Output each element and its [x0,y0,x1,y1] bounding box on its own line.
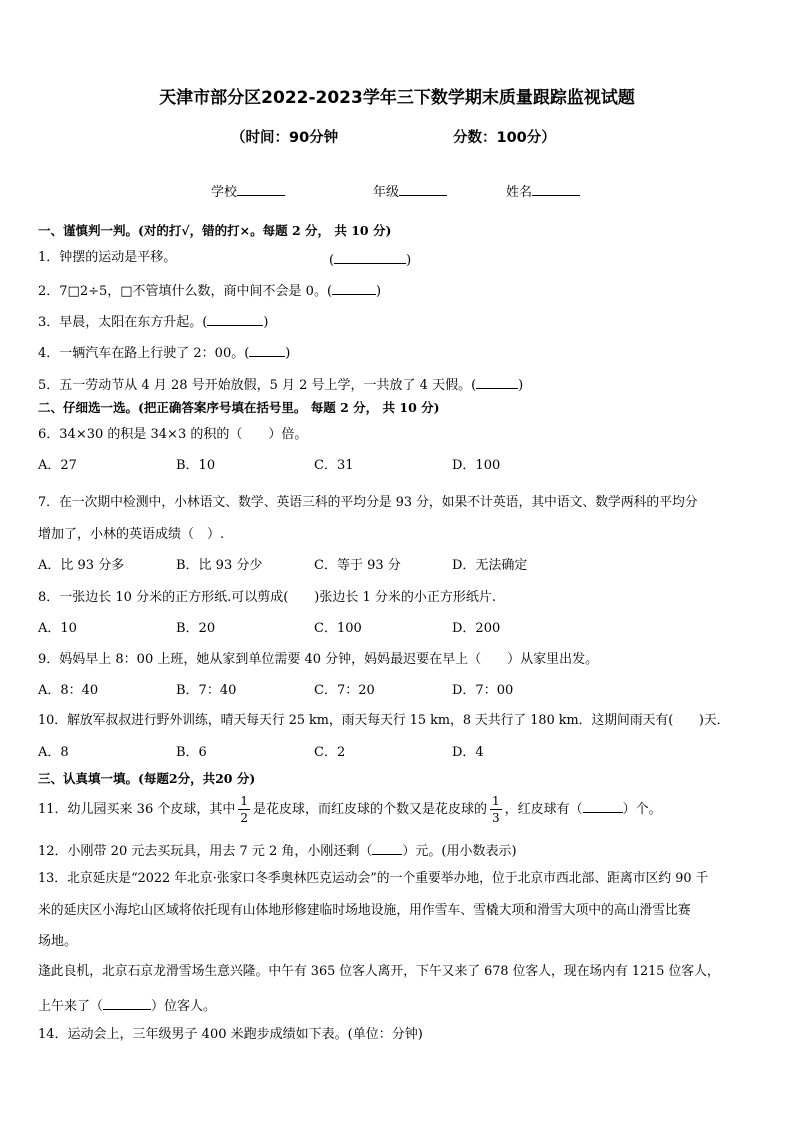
question-2-text: 2．7□2÷5，□不管填什么数，商中间不会是 0。( [38,284,333,299]
name-blank[interactable] [532,183,580,196]
open-paren: ( [329,253,335,268]
question-3 [38,313,268,329]
answer-blank[interactable] [249,344,285,357]
question-12 [38,842,517,858]
section-2-heading: 二、仔细选一选。(把正确答案序号填在括号里。 每题 2 分， 共 10 分) [38,400,440,415]
q8-option-b[interactable]: B．20 [176,621,216,636]
q13-text-b: ）位客人。 [151,999,217,1014]
question-13-line-2: 米的延庆区小海坨山区域将依托现有山体地形修建临时场地设施，用作雪车、雪橇大项和滑雪大项中的高山滑雪比赛 [38,903,691,918]
q11-text-1: 11．幼儿园买来 36 个皮球，其中 [38,802,236,817]
fraction-one-half [238,795,250,824]
grade-field [373,183,447,199]
q10-option-d[interactable]: D．4 [452,745,484,760]
name-field [506,183,580,199]
q11-text-4: ）个。 [622,802,662,817]
q9-option-b[interactable]: B．7：40 [176,683,237,698]
q12-text-2: ）元。(用小数表示) [402,844,517,859]
q7-option-a[interactable]: A．比 93 分多 [38,558,125,573]
close-paren: ) [285,346,291,361]
answer-blank[interactable] [103,997,151,1010]
exam-title: 天津市部分区2022-2023学年三下数学期末质量跟踪监视试题 [159,88,635,108]
school-blank[interactable] [237,183,285,196]
question-4-text: 4．一辆汽车在路上行驶了 2：00。( [38,346,250,361]
question-13-line-1: 13．北京延庆是“2022 年北京·张家口冬季奥林匹克运动会”的一个重要举办地，位于北京市西北部、距离市区约 90 千 [38,871,709,886]
section-1-heading: 一、谨慎判一判。(对的打√，错的打×。每题 2 分， 共 10 分) [38,223,392,238]
q10-option-a[interactable]: A．8 [38,745,69,760]
q7-option-c[interactable]: C．等于 93 分 [314,558,401,573]
grade-label: 年级 [373,185,400,200]
fraction-denominator: 2 [240,811,248,825]
question-6: 6．34×30 的积是 34×3 的积的（ ）倍。 [38,427,308,442]
question-5 [38,376,523,392]
q11-text-3: ，红皮球有（ [504,802,583,817]
section-3-heading: 三、认真填一填。(每题2分，共20 分) [38,771,256,786]
exam-time: （时间：90分钟 [231,130,339,146]
fraction-numerator: 1 [240,794,248,808]
close-paren: ) [376,284,382,299]
q8-option-a[interactable]: A．10 [38,621,77,636]
question-13-line-3: 场地。 [38,934,78,949]
school-field [211,183,285,199]
close-paren: ) [263,315,269,330]
question-1-answer[interactable] [329,251,411,267]
question-2 [38,282,381,298]
answer-blank[interactable] [372,842,402,855]
question-14: 14．运动会上，三年级男子 400 米跑步成绩如下表。(单位：分钟) [38,1027,423,1042]
question-3-text: 3．早晨，太阳在东方升起。( [38,315,208,330]
question-4 [38,344,290,360]
answer-blank[interactable] [583,800,623,813]
q8-option-c[interactable]: C．100 [314,621,362,636]
q7-option-d[interactable]: D．无法确定 [452,558,528,573]
q7-option-b[interactable]: B．比 93 分少 [176,558,263,573]
q6-option-a[interactable]: A．27 [38,458,77,473]
fraction-numerator: 1 [492,794,500,808]
q6-option-b[interactable]: B．10 [176,458,216,473]
question-13-line-4: 逢此良机，北京石京龙滑雪场生意兴隆。中午有 365 位客人离开，下午又来了 678 位客人，现在场内有 1215 位客人， [38,964,720,979]
question-7-line-1: 7．在一次期中检测中，小林语文、数学、英语三科的平均分是 93 分，如果不计英语，其中语文、数学两科的平均分 [38,495,698,510]
grade-blank[interactable] [399,183,447,196]
school-label: 学校 [211,185,238,200]
answer-blank[interactable] [332,282,376,295]
q9-option-d[interactable]: D．7：00 [452,683,514,698]
question-5-text: 5．五一劳动节从 4 月 28 号开始放假，5 月 2 号上学，一共放了 4 天假。( [38,378,477,393]
answer-blank[interactable] [207,313,263,326]
q6-option-c[interactable]: C．31 [314,458,354,473]
question-1 [38,251,176,264]
fraction-denominator: 3 [492,811,500,825]
q10-option-b[interactable]: B．6 [176,745,207,760]
question-7-line-2: 增加了，小林的英语成绩（ ）. [38,527,225,542]
question-1-text: 1．钟摆的运动是平移。 [38,250,177,265]
question-13-line-5 [38,997,216,1013]
q11-text-2: 是花皮球，而红皮球的个数又是花皮球的 [253,802,488,817]
fraction-one-third [490,795,502,824]
answer-blank[interactable] [334,251,406,264]
close-paren: ) [406,253,412,268]
exam-score: 分数：100分） [453,130,556,146]
q6-option-d[interactable]: D．100 [452,458,501,473]
name-label: 姓名 [506,185,533,200]
question-11 [38,795,662,825]
question-10: 10．解放军叔叔进行野外训练，晴天每天行 25 km，雨天每天行 15 km，8 天共行了 180 km．这期间雨天有( )天． [38,713,730,728]
q9-option-a[interactable]: A．8：40 [38,683,99,698]
question-9: 9．妈妈早上 8：00 上班，她从家到单位需要 40 分钟，妈妈最迟要在早上（ ）从家里出发。 [38,652,599,667]
answer-blank[interactable] [476,376,518,389]
q10-option-c[interactable]: C．2 [314,745,346,760]
q8-option-d[interactable]: D．200 [452,621,501,636]
q9-option-c[interactable]: C．7：20 [314,683,375,698]
q13-text-a: 上午来了（ [38,999,104,1014]
question-8: 8．一张边长 10 分米的正方形纸.可以剪成( )张边长 1 分米的小正方形纸片. [38,590,497,605]
q12-text-1: 12．小刚带 20 元去买玩具，用去 7 元 2 角，小刚还剩（ [38,844,373,859]
close-paren: ) [518,378,524,393]
